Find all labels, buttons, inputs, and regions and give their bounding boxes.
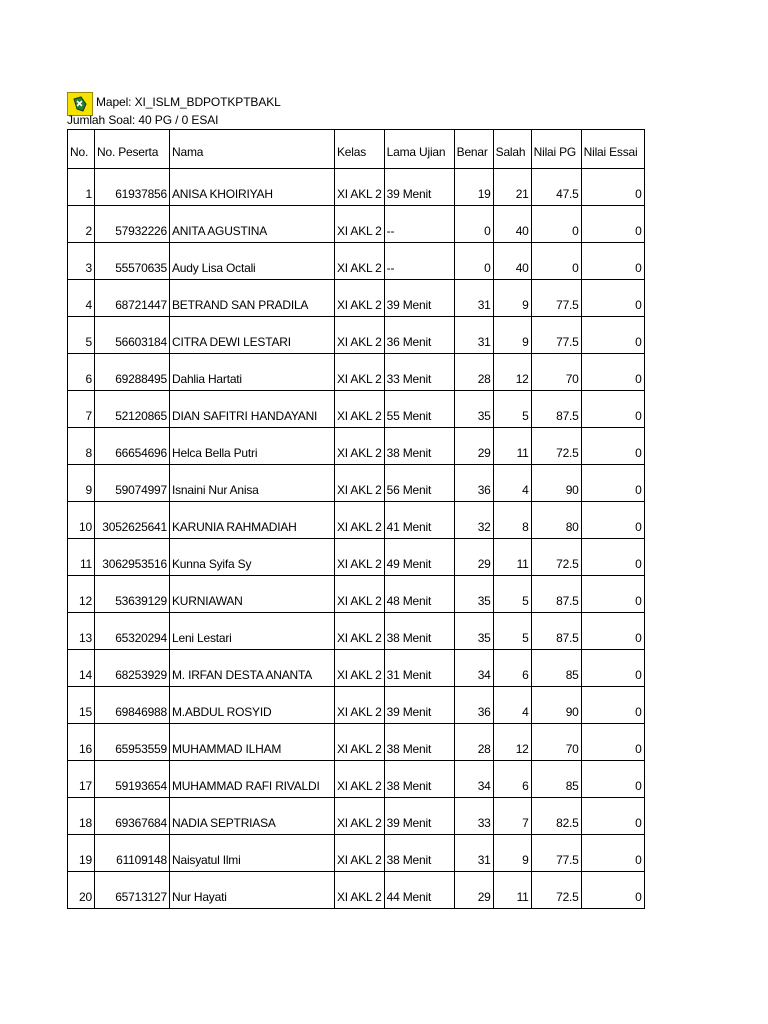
cell-no-peserta: 57932226 (95, 206, 170, 243)
cell-nilai-pg: 85 (531, 650, 581, 687)
cell-kelas: XI AKL 2 (335, 243, 385, 280)
cell-no-peserta: 65713127 (95, 872, 170, 909)
cell-lama-ujian: 49 Menit (384, 539, 454, 576)
cell-nama: M. IRFAN DESTA ANANTA (170, 650, 335, 687)
cell-salah: 11 (493, 872, 531, 909)
cell-no: 6 (68, 354, 95, 391)
cell-kelas: XI AKL 2 (335, 206, 385, 243)
cell-kelas: XI AKL 2 (335, 539, 385, 576)
cell-benar: 35 (454, 613, 493, 650)
column-header-benar: Benar (454, 130, 493, 169)
column-header-nilai-essai: Nilai Essai (581, 130, 644, 169)
cell-no-peserta: 65320294 (95, 613, 170, 650)
cell-benar: 36 (454, 687, 493, 724)
cell-kelas: XI AKL 2 (335, 724, 385, 761)
cell-no: 10 (68, 502, 95, 539)
question-count-label: Jumlah Soal: 40 PG / 0 ESAI (67, 113, 219, 127)
cell-no: 8 (68, 428, 95, 465)
cell-kelas: XI AKL 2 (335, 317, 385, 354)
cell-benar: 28 (454, 354, 493, 391)
cell-lama-ujian: 31 Menit (384, 650, 454, 687)
cell-kelas: XI AKL 2 (335, 354, 385, 391)
column-header-kelas: Kelas (335, 130, 385, 169)
cell-salah: 12 (493, 354, 531, 391)
cell-no: 16 (68, 724, 95, 761)
cell-kelas: XI AKL 2 (335, 613, 385, 650)
cell-salah: 9 (493, 280, 531, 317)
cell-lama-ujian: 56 Menit (384, 465, 454, 502)
cell-salah: 4 (493, 465, 531, 502)
table-row (68, 206, 645, 243)
cell-nilai-essai: 0 (581, 317, 644, 354)
cell-kelas: XI AKL 2 (335, 687, 385, 724)
cell-nilai-pg: 87.5 (531, 576, 581, 613)
cell-no: 7 (68, 391, 95, 428)
cell-no-peserta: 3052625641 (95, 502, 170, 539)
cell-nama: M.ABDUL ROSYID (170, 687, 335, 724)
cell-nilai-essai: 0 (581, 835, 644, 872)
cell-nilai-essai: 0 (581, 206, 644, 243)
cell-no: 9 (68, 465, 95, 502)
column-header-no-peserta: No. Peserta (95, 130, 170, 169)
cell-lama-ujian: 38 Menit (384, 613, 454, 650)
cell-kelas: XI AKL 2 (335, 169, 385, 206)
cell-no: 2 (68, 206, 95, 243)
cell-no-peserta: 65953559 (95, 724, 170, 761)
cell-nilai-pg: 77.5 (531, 835, 581, 872)
cell-nama: Helca Bella Putri (170, 428, 335, 465)
cell-salah: 6 (493, 761, 531, 798)
cell-kelas: XI AKL 2 (335, 576, 385, 613)
cell-lama-ujian: -- (384, 243, 454, 280)
table-row (68, 243, 645, 280)
cell-no: 19 (68, 835, 95, 872)
cell-nama: KURNIAWAN (170, 576, 335, 613)
table-row (68, 280, 645, 317)
cell-benar: 29 (454, 428, 493, 465)
cell-no: 3 (68, 243, 95, 280)
table-row (68, 391, 645, 428)
column-header-nilai-pg: Nilai PG (531, 130, 581, 169)
cell-nilai-essai: 0 (581, 539, 644, 576)
cell-salah: 40 (493, 206, 531, 243)
cell-salah: 9 (493, 317, 531, 354)
cell-no-peserta: 69846988 (95, 687, 170, 724)
cell-nama: ANISA KHOIRIYAH (170, 169, 335, 206)
cell-benar: 19 (454, 169, 493, 206)
column-header-nama: Nama (170, 130, 335, 169)
cell-benar: 34 (454, 650, 493, 687)
table-row (68, 465, 645, 502)
cell-nilai-essai: 0 (581, 761, 644, 798)
cell-salah: 12 (493, 724, 531, 761)
cell-nama: Nur Hayati (170, 872, 335, 909)
cell-nilai-pg: 70 (531, 354, 581, 391)
cell-nama: Naisyatul Ilmi (170, 835, 335, 872)
cell-lama-ujian: 41 Menit (384, 502, 454, 539)
cell-nilai-essai: 0 (581, 687, 644, 724)
cell-nama: MUHAMMAD ILHAM (170, 724, 335, 761)
cell-salah: 11 (493, 428, 531, 465)
cell-lama-ujian: 39 Menit (384, 798, 454, 835)
table-row (68, 576, 645, 613)
cell-salah: 40 (493, 243, 531, 280)
cell-no: 12 (68, 576, 95, 613)
cell-lama-ujian: 36 Menit (384, 317, 454, 354)
table-row (68, 539, 645, 576)
cell-no-peserta: 68253929 (95, 650, 170, 687)
cell-salah: 5 (493, 391, 531, 428)
cell-nilai-essai: 0 (581, 650, 644, 687)
cell-kelas: XI AKL 2 (335, 391, 385, 428)
table-row (68, 761, 645, 798)
cell-nilai-essai: 0 (581, 798, 644, 835)
cell-benar: 35 (454, 391, 493, 428)
cell-benar: 35 (454, 576, 493, 613)
cell-no-peserta: 61109148 (95, 835, 170, 872)
cell-salah: 9 (493, 835, 531, 872)
cell-no: 17 (68, 761, 95, 798)
cell-nilai-pg: 47.5 (531, 169, 581, 206)
table-row (68, 169, 645, 206)
table-row (68, 872, 645, 909)
cell-lama-ujian: 38 Menit (384, 761, 454, 798)
cell-no-peserta: 69288495 (95, 354, 170, 391)
cell-nilai-essai: 0 (581, 465, 644, 502)
cell-lama-ujian: 38 Menit (384, 724, 454, 761)
cell-kelas: XI AKL 2 (335, 280, 385, 317)
cell-salah: 4 (493, 687, 531, 724)
cell-no-peserta: 55570635 (95, 243, 170, 280)
cell-salah: 11 (493, 539, 531, 576)
cell-no-peserta: 66654696 (95, 428, 170, 465)
cell-nilai-essai: 0 (581, 502, 644, 539)
cell-salah: 7 (493, 798, 531, 835)
cell-benar: 31 (454, 835, 493, 872)
cell-nilai-essai: 0 (581, 872, 644, 909)
cell-nama: KARUNIA RAHMADIAH (170, 502, 335, 539)
cell-nama: Isnaini Nur Anisa (170, 465, 335, 502)
cell-no: 18 (68, 798, 95, 835)
cell-benar: 0 (454, 243, 493, 280)
cell-no: 4 (68, 280, 95, 317)
cell-nama: Dahlia Hartati (170, 354, 335, 391)
cell-no-peserta: 59193654 (95, 761, 170, 798)
cell-nilai-pg: 87.5 (531, 613, 581, 650)
cell-nilai-essai: 0 (581, 724, 644, 761)
cell-kelas: XI AKL 2 (335, 650, 385, 687)
cell-lama-ujian: 39 Menit (384, 169, 454, 206)
cell-nilai-pg: 87.5 (531, 391, 581, 428)
table-row (68, 798, 645, 835)
cell-no-peserta: 53639129 (95, 576, 170, 613)
cell-no: 15 (68, 687, 95, 724)
cell-benar: 29 (454, 539, 493, 576)
cell-kelas: XI AKL 2 (335, 465, 385, 502)
cell-nama: ANITA AGUSTINA (170, 206, 335, 243)
cell-nilai-pg: 72.5 (531, 428, 581, 465)
cell-benar: 36 (454, 465, 493, 502)
cell-nama: NADIA SEPTRIASA (170, 798, 335, 835)
table-row (68, 650, 645, 687)
cell-benar: 32 (454, 502, 493, 539)
cell-kelas: XI AKL 2 (335, 835, 385, 872)
cell-nama: Kunna Syifa Sy (170, 539, 335, 576)
cell-salah: 8 (493, 502, 531, 539)
table-header-row (68, 130, 645, 169)
cell-nilai-essai: 0 (581, 243, 644, 280)
cell-no: 13 (68, 613, 95, 650)
cell-nilai-pg: 0 (531, 206, 581, 243)
column-header-lama-ujian: Lama Ujian (384, 130, 454, 169)
table-row (68, 317, 645, 354)
column-header-salah: Salah (493, 130, 531, 169)
cell-no: 1 (68, 169, 95, 206)
table-row (68, 502, 645, 539)
cell-lama-ujian: 44 Menit (384, 872, 454, 909)
cell-nama: BETRAND SAN PRADILA (170, 280, 335, 317)
cell-salah: 6 (493, 650, 531, 687)
table-row (68, 354, 645, 391)
cell-benar: 28 (454, 724, 493, 761)
cell-no-peserta: 61937856 (95, 169, 170, 206)
cell-nilai-essai: 0 (581, 613, 644, 650)
cell-lama-ujian: 38 Menit (384, 428, 454, 465)
table-row (68, 724, 645, 761)
table-row (68, 613, 645, 650)
cell-nilai-essai: 0 (581, 169, 644, 206)
cell-nilai-essai: 0 (581, 280, 644, 317)
cell-nilai-pg: 70 (531, 724, 581, 761)
table-row (68, 835, 645, 872)
cell-no-peserta: 69367684 (95, 798, 170, 835)
table-row (68, 687, 645, 724)
cell-no: 11 (68, 539, 95, 576)
cell-no-peserta: 3062953516 (95, 539, 170, 576)
cell-lama-ujian: -- (384, 206, 454, 243)
cell-lama-ujian: 48 Menit (384, 576, 454, 613)
cell-nama: CITRA DEWI LESTARI (170, 317, 335, 354)
cell-nilai-pg: 72.5 (531, 539, 581, 576)
cell-nama: MUHAMMAD RAFI RIVALDI (170, 761, 335, 798)
cell-no-peserta: 68721447 (95, 280, 170, 317)
cell-nama: Audy Lisa Octali (170, 243, 335, 280)
cell-salah: 5 (493, 576, 531, 613)
cell-nilai-pg: 77.5 (531, 280, 581, 317)
cell-salah: 21 (493, 169, 531, 206)
results-table (67, 129, 645, 909)
cell-no: 14 (68, 650, 95, 687)
cell-kelas: XI AKL 2 (335, 872, 385, 909)
column-header-no: No. (68, 130, 95, 169)
cell-no-peserta: 59074997 (95, 465, 170, 502)
cell-kelas: XI AKL 2 (335, 502, 385, 539)
table-row (68, 428, 645, 465)
cell-nilai-essai: 0 (581, 354, 644, 391)
cell-nilai-pg: 90 (531, 465, 581, 502)
cell-nilai-pg: 72.5 (531, 872, 581, 909)
cell-nilai-pg: 85 (531, 761, 581, 798)
cell-kelas: XI AKL 2 (335, 761, 385, 798)
cell-nilai-pg: 0 (531, 243, 581, 280)
cell-benar: 33 (454, 798, 493, 835)
cell-no-peserta: 52120865 (95, 391, 170, 428)
cell-no-peserta: 56603184 (95, 317, 170, 354)
cell-nilai-pg: 80 (531, 502, 581, 539)
subject-label: Mapel: XI_ISLM_BDPOTKPTBAKL (96, 95, 281, 109)
cell-kelas: XI AKL 2 (335, 428, 385, 465)
cell-lama-ujian: 39 Menit (384, 687, 454, 724)
cell-benar: 0 (454, 206, 493, 243)
cell-benar: 31 (454, 280, 493, 317)
cell-benar: 34 (454, 761, 493, 798)
cell-nilai-pg: 77.5 (531, 317, 581, 354)
cell-lama-ujian: 38 Menit (384, 835, 454, 872)
cell-lama-ujian: 55 Menit (384, 391, 454, 428)
cell-nilai-essai: 0 (581, 428, 644, 465)
cell-benar: 29 (454, 872, 493, 909)
cell-no: 20 (68, 872, 95, 909)
cell-nama: Leni Lestari (170, 613, 335, 650)
cell-lama-ujian: 39 Menit (384, 280, 454, 317)
cell-nilai-essai: 0 (581, 576, 644, 613)
cell-nilai-essai: 0 (581, 391, 644, 428)
cell-no: 5 (68, 317, 95, 354)
cell-salah: 5 (493, 613, 531, 650)
cell-nilai-pg: 90 (531, 687, 581, 724)
cell-benar: 31 (454, 317, 493, 354)
cell-lama-ujian: 33 Menit (384, 354, 454, 391)
cell-nama: DIAN SAFITRI HANDAYANI (170, 391, 335, 428)
cell-kelas: XI AKL 2 (335, 798, 385, 835)
cell-nilai-pg: 82.5 (531, 798, 581, 835)
